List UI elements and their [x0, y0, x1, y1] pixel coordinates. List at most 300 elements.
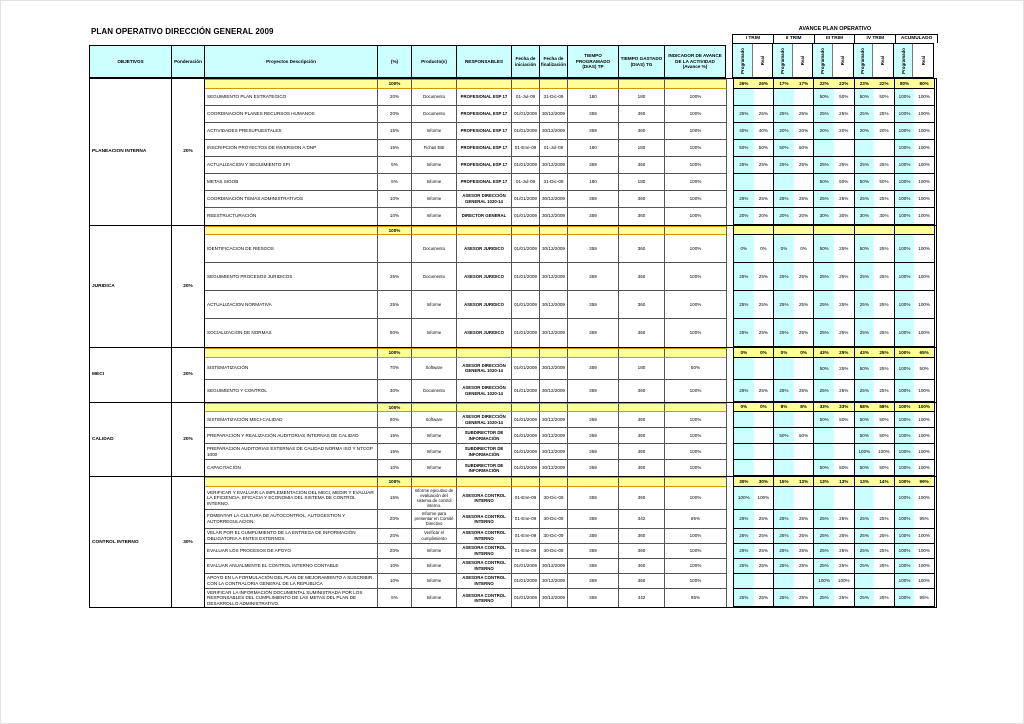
cell-fin: 30/12/2009 — [540, 380, 568, 402]
trim-value-cell — [734, 412, 754, 427]
avance-header-block — [732, 25, 938, 78]
cell-producto: Informe — [412, 428, 457, 444]
cell-tp: 180 — [568, 140, 619, 157]
cell-inicio: 01-Jul-09 — [512, 174, 540, 191]
cell-avance: 100% — [665, 380, 727, 402]
cell-pct: 5% — [378, 589, 412, 608]
cell-fin: 30/12/2009 — [540, 574, 568, 589]
trimester-value-group — [813, 263, 853, 291]
cell-producto: Fichas EBI — [412, 140, 457, 157]
trim-value-cell: 100% — [914, 559, 934, 573]
cell-responsable: ASESORA CONTROL INTERNO — [457, 529, 512, 544]
trimester-value-group — [733, 460, 773, 476]
trim-value-cell: 50% — [855, 460, 875, 475]
cell-tp: 359 — [568, 444, 619, 460]
trim-value-cell: 100% — [914, 460, 934, 475]
trimester-value-group — [813, 477, 853, 487]
total-cell — [540, 226, 568, 236]
trim-value-cell: 25% — [794, 380, 814, 401]
trimester-value-group — [894, 106, 935, 123]
trim-value-cell — [754, 460, 774, 475]
trim-value-cell: 100% — [895, 208, 915, 224]
cell-responsable: ASESORA CONTROL INTERNO — [457, 487, 512, 511]
trim-value-cell — [774, 574, 794, 588]
cell-pct: 20% — [378, 510, 412, 528]
trim-value-cell: 20% — [794, 208, 814, 224]
cell-tg: 360 — [619, 157, 665, 174]
sublabel-text: Real — [920, 55, 926, 66]
trim-value-cell: 25% — [734, 380, 754, 401]
cell-inicio: 01/01/2009 — [512, 460, 540, 476]
trim-value-cell: 25% — [874, 291, 894, 318]
trim-value-cell: 100% — [895, 460, 915, 475]
trimester-value-group — [894, 380, 935, 402]
trim-value-cell — [754, 574, 774, 588]
trimester-value-group — [813, 544, 853, 559]
trim-value-cell: 25% — [874, 544, 894, 558]
cell-fin: 30/12/2009 — [540, 263, 568, 291]
table-row — [205, 208, 936, 225]
trimester-value-group — [854, 559, 894, 574]
trim-value-cell: 43% — [855, 348, 875, 357]
cell-inicio: 01/01/2009 — [512, 263, 540, 291]
sublabel-programado — [733, 44, 753, 77]
column-header-0: OBJETIVOS — [89, 45, 171, 78]
trim-value-cell — [794, 412, 814, 427]
trimester-value-group — [854, 487, 894, 511]
trim-value-cell: 100% — [895, 529, 915, 543]
trimester-value-group — [813, 403, 853, 413]
sublabel-real — [913, 44, 933, 77]
total-cell — [665, 403, 727, 413]
total-cell — [665, 79, 727, 89]
total-cell — [619, 79, 665, 89]
trim-value-cell: 25% — [874, 559, 894, 573]
trim-value-cell: 50% — [834, 460, 854, 475]
trim-value-cell: 25% — [774, 559, 794, 573]
trim-value-cell: 25% — [874, 589, 894, 607]
cell-inicio: 01/01/2009 — [512, 444, 540, 460]
cell-responsable: ASESORA CONTROL INTERNO — [457, 510, 512, 528]
cell-tp: 359 — [568, 529, 619, 544]
trimester-value-group — [733, 428, 773, 444]
trimester-value-group — [894, 477, 935, 487]
cell-responsable: PROFESIONAL ESP 17 — [457, 140, 512, 157]
trim-value-cell: 100% — [874, 444, 894, 459]
trim-value-cell — [774, 460, 794, 475]
cell-avance: 100% — [665, 460, 727, 476]
cell-responsable: PROFESIONAL ESP 17 — [457, 106, 512, 123]
trim-value-cell: 100% — [895, 191, 915, 207]
trim-value-cell: 25% — [794, 589, 814, 607]
cell-fin: 30-Dic-09 — [540, 487, 568, 511]
cell-avance: 100% — [665, 123, 727, 140]
cell-responsable: ASESOR DIRECCIÓN GENERAL 1020-14 — [457, 412, 512, 428]
trim-value-cell: 0% — [734, 235, 754, 262]
total-cell — [205, 403, 378, 413]
cell-tp: 359 — [568, 263, 619, 291]
cell-inicio: 01/01/2009 — [512, 191, 540, 208]
trimester-value-group — [813, 412, 853, 428]
section-calidad — [89, 403, 937, 478]
cell-pct: 60% — [378, 412, 412, 428]
trim-value-cell: 25% — [794, 263, 814, 290]
total-cell-pct: 100% — [378, 226, 412, 236]
trim-value-cell — [794, 444, 814, 459]
trim-value-cell — [754, 226, 774, 235]
trimester-value-group — [813, 191, 853, 208]
trim-value-cell: 50% — [814, 89, 834, 105]
trimester-header-2: III TRIM — [815, 35, 856, 43]
trim-value-cell: 30% — [754, 477, 774, 486]
trimester-group — [893, 43, 934, 78]
cell-pct: 15% — [378, 444, 412, 460]
cell-inicio: 01/01/2009 — [512, 574, 540, 589]
trim-value-cell: 100% — [914, 106, 934, 122]
trim-value-cell: 13% — [794, 477, 814, 486]
trimester-value-group — [733, 140, 773, 157]
cell-desc: EVALUAR LOS PROCESOS DE APOYO — [205, 544, 378, 559]
ponderacion-value: 30% — [172, 477, 205, 607]
trim-value-cell: 100% — [914, 263, 934, 290]
column-header-7: Fecha de finalización — [539, 45, 567, 78]
trim-value-cell: 25% — [855, 544, 875, 558]
trim-value-cell: 50% — [874, 412, 894, 427]
trim-value-cell: 100% — [895, 444, 915, 459]
trimester-value-group — [813, 79, 853, 89]
cell-tp: 359 — [568, 428, 619, 444]
trimester-value-group — [773, 123, 813, 140]
section-meci — [89, 348, 937, 403]
column-header-1: Ponderación — [171, 45, 204, 78]
cell-responsable: ASESOR JURIDICO — [457, 263, 512, 291]
total-cell — [512, 403, 540, 413]
trim-value-cell: 25% — [834, 589, 854, 607]
trim-value-cell: 25% — [814, 380, 834, 401]
trimester-group — [772, 43, 812, 78]
trim-value-cell: 100% — [914, 319, 934, 346]
trim-value-cell: 0% — [754, 235, 774, 262]
trim-value-cell: 100% — [914, 380, 934, 401]
trim-value-cell: 25% — [734, 544, 754, 558]
section-control-interno — [89, 477, 937, 608]
sublabel-programado — [773, 44, 793, 77]
trim-value-cell: 25% — [874, 529, 894, 543]
cell-tp: 359 — [568, 589, 619, 608]
cell-fin: 30/12/2009 — [540, 208, 568, 225]
trim-value-cell: 25% — [855, 319, 875, 346]
table-row — [205, 89, 936, 106]
trim-value-cell — [734, 574, 754, 588]
trim-value-cell: 40% — [754, 123, 774, 139]
trimester-value-group — [854, 589, 894, 608]
trimester-value-group — [773, 89, 813, 106]
trim-value-cell: 50% — [814, 235, 834, 262]
trim-value-cell: 43% — [814, 348, 834, 357]
section-total-row — [205, 79, 936, 89]
cell-responsable: SUBDIRECTOR DE INFORMACIÓN — [457, 428, 512, 444]
trim-value-cell: 25% — [814, 106, 834, 122]
trim-value-cell: 25% — [754, 291, 774, 318]
trim-value-cell — [814, 140, 834, 156]
cell-tg: 360 — [619, 444, 665, 460]
trim-value-cell: 25% — [855, 191, 875, 207]
trim-value-cell: 50% — [874, 174, 894, 190]
objective-name: CALIDAD — [90, 403, 172, 477]
trim-value-cell: 25% — [834, 380, 854, 401]
trimester-value-group — [854, 79, 894, 89]
trim-value-cell: 25% — [774, 319, 794, 346]
trim-value-cell: 50% — [855, 174, 875, 190]
trim-value-cell: 50% — [754, 140, 774, 156]
trimester-value-group — [733, 208, 773, 225]
trim-value-cell: 25% — [814, 529, 834, 543]
trim-value-cell: 25% — [754, 529, 774, 543]
sublabel-programado — [854, 44, 874, 77]
trim-value-cell: 25% — [855, 157, 875, 173]
trim-value-cell: 25% — [834, 106, 854, 122]
cell-producto: Informe — [412, 574, 457, 589]
cell-tg: 360 — [619, 208, 665, 225]
sublabel-text: Real — [800, 55, 806, 66]
cell-pct — [378, 235, 412, 263]
cell-inicio: 01/01/2009 — [512, 559, 540, 574]
objective-name: MECI — [90, 348, 172, 402]
total-cell — [540, 79, 568, 89]
cell-tp: 359 — [568, 191, 619, 208]
trim-value-cell: 25% — [794, 157, 814, 173]
cell-fin: 30/12/2009 — [540, 123, 568, 140]
column-header-3: (%) — [377, 45, 411, 78]
total-cell — [540, 348, 568, 358]
cell-tg: 342 — [619, 510, 665, 528]
sublabel-text: Programado — [779, 47, 785, 74]
trimester-value-group — [813, 460, 853, 476]
cell-tp: 359 — [568, 123, 619, 140]
cell-tg: 360 — [619, 487, 665, 511]
trimester-header-4: ACUMULADO — [896, 35, 937, 43]
trimester-value-group — [773, 529, 813, 544]
cell-responsable: ASESOR JURIDICO — [457, 319, 512, 347]
trim-value-cell: 100% — [895, 106, 915, 122]
cell-fin: 30/12/2009 — [540, 444, 568, 460]
trim-value-cell: 14% — [874, 477, 894, 486]
cell-responsable: ASESOR DIRECCIÓN GENERAL 1020-14 — [457, 191, 512, 208]
trim-value-cell: 25% — [855, 380, 875, 401]
trim-value-cell: 58% — [855, 403, 875, 412]
cell-producto: Informe — [412, 544, 457, 559]
trimester-value-group — [773, 263, 813, 291]
trim-value-cell — [734, 226, 754, 235]
cell-inicio: 01/01/2009 — [512, 106, 540, 123]
trimester-value-group — [894, 123, 935, 140]
trimester-value-group — [894, 358, 935, 380]
cell-inicio: 01/01/2009 — [512, 291, 540, 319]
trimester-value-group — [813, 235, 853, 263]
cell-pct: 20% — [378, 544, 412, 559]
trim-value-cell: 25% — [814, 263, 834, 290]
trim-value-cell — [794, 460, 814, 475]
total-cell — [205, 477, 378, 487]
trim-value-cell: 100% — [834, 574, 854, 588]
trim-value-cell: 100% — [914, 191, 934, 207]
trim-value-cell — [754, 358, 774, 379]
cell-pct: 25% — [378, 263, 412, 291]
sublabel-programado — [894, 44, 914, 77]
cell-tg: 180 — [619, 89, 665, 106]
sublabel-text: Programado — [860, 47, 866, 74]
total-cell — [540, 403, 568, 413]
cell-tp: 359 — [568, 157, 619, 174]
table-row — [205, 263, 936, 291]
trim-value-cell: 50% — [794, 428, 814, 443]
cell-pct: 10% — [378, 191, 412, 208]
trim-value-cell: 25% — [874, 263, 894, 290]
total-cell — [568, 226, 619, 236]
trimester-value-group — [773, 380, 813, 402]
sublabel-text: Programado — [820, 47, 826, 74]
trim-value-cell: 25% — [834, 358, 854, 379]
trimester-value-group — [733, 174, 773, 191]
cell-avance: 100% — [665, 544, 727, 559]
total-cell — [457, 348, 512, 358]
cell-inicio: 01/01/2009 — [512, 123, 540, 140]
trim-value-cell: 0% — [734, 403, 754, 412]
cell-producto: Informe — [412, 319, 457, 347]
cell-desc: METAS SIGOB — [205, 174, 378, 191]
trimester-value-group — [813, 444, 853, 460]
cell-fin: 30/12/2009 — [540, 428, 568, 444]
trimester-value-group — [733, 123, 773, 140]
trim-value-cell: 25% — [874, 510, 894, 527]
total-cell — [568, 477, 619, 487]
total-cell — [619, 348, 665, 358]
cell-desc: ACTUALIZACION NORMATIVA — [205, 291, 378, 319]
cell-responsable: ASESOR JURIDICO — [457, 235, 512, 263]
cell-tg: 180 — [619, 358, 665, 380]
trimester-value-group — [813, 380, 853, 402]
table-row — [205, 510, 936, 528]
cell-pct: 5% — [378, 174, 412, 191]
cell-inicio: 01-Ene-09 — [512, 544, 540, 559]
trim-value-cell: 25% — [874, 157, 894, 173]
cell-producto: Informe ejecutivo de evaluación del sistema de control interno. — [412, 487, 457, 511]
trim-value-cell: 100% — [895, 89, 915, 105]
trimester-value-group — [894, 460, 935, 476]
section-total-row — [205, 403, 936, 413]
cell-desc: COORDINACIÓN PLANES RECURSOS HUMANOS — [205, 106, 378, 123]
trimester-value-group — [894, 319, 935, 347]
total-cell — [412, 226, 457, 236]
trim-value-cell: 25% — [754, 157, 774, 173]
trim-value-cell — [794, 358, 814, 379]
trimester-value-group — [854, 544, 894, 559]
trim-value-cell: 8% — [794, 403, 814, 412]
trim-value-cell: 100% — [914, 574, 934, 588]
trim-value-cell: 100% — [754, 487, 774, 510]
trim-value-cell: 50% — [855, 89, 875, 105]
trim-value-cell: 100% — [895, 412, 915, 427]
trim-value-cell: 25% — [774, 191, 794, 207]
trimester-value-group — [813, 358, 853, 380]
trim-value-cell: 0% — [774, 348, 794, 357]
cell-producto: Informe — [412, 291, 457, 319]
trimester-value-group — [854, 263, 894, 291]
cell-desc: SISTEMATIZACIÓN MECI-CALIDAD — [205, 412, 378, 428]
trimester-value-group — [854, 106, 894, 123]
trimester-value-group — [854, 460, 894, 476]
trimester-value-group — [854, 348, 894, 358]
trimester-value-group — [813, 529, 853, 544]
trimester-group — [853, 43, 893, 78]
trim-value-cell: 25% — [754, 589, 774, 607]
trim-value-cell: 100% — [895, 140, 915, 156]
trimester-value-group — [813, 106, 853, 123]
trimester-value-group — [733, 263, 773, 291]
trim-value-cell: 25% — [855, 559, 875, 573]
cell-desc: SISTEMATIZACIÓN — [205, 358, 378, 380]
trim-value-cell: 25% — [754, 263, 774, 290]
trim-value-cell: 100% — [895, 403, 915, 412]
cell-producto: Software — [412, 358, 457, 380]
trim-value-cell: 50% — [814, 358, 834, 379]
total-cell — [412, 348, 457, 358]
trim-value-cell: 50% — [874, 428, 894, 443]
trim-value-cell: 25% — [774, 529, 794, 543]
trim-value-cell: 100% — [895, 380, 915, 401]
trim-value-cell — [734, 358, 754, 379]
trim-value-cell: 80% — [914, 79, 934, 88]
trimester-value-group — [813, 89, 853, 106]
trimester-value-group — [733, 191, 773, 208]
trim-value-cell: 100% — [914, 403, 934, 412]
trim-value-cell: 25% — [754, 559, 774, 573]
trim-value-cell — [834, 428, 854, 443]
column-header-6: Fecha de iniciación — [511, 45, 539, 78]
cell-tp: 359 — [568, 106, 619, 123]
cell-producto: Informe — [412, 460, 457, 476]
cell-producto: Informe — [412, 208, 457, 225]
trimester-value-group — [733, 574, 773, 589]
trim-value-cell: 20% — [814, 123, 834, 139]
total-cell — [619, 477, 665, 487]
trim-value-cell: 25% — [814, 319, 834, 346]
plan-operativo-sheet — [89, 25, 937, 608]
trim-value-cell: 25% — [734, 291, 754, 318]
trim-value-cell: 25% — [754, 380, 774, 401]
table-row — [205, 444, 936, 460]
trim-value-cell: 25% — [794, 191, 814, 207]
cell-fin: 30/12/2009 — [540, 412, 568, 428]
objective-name: PLANEACION INTERNA — [90, 79, 172, 225]
cell-pct: 20% — [378, 106, 412, 123]
cell-inicio: 01/01/2009 — [512, 589, 540, 608]
trim-value-cell: 25% — [814, 157, 834, 173]
section-planeacion-interna — [89, 78, 937, 226]
cell-avance: 100% — [665, 208, 727, 225]
cell-producto: Informe — [412, 123, 457, 140]
trim-value-cell: 100% — [914, 529, 934, 543]
trimester-value-group — [894, 89, 935, 106]
trimester-value-group — [773, 208, 813, 225]
cell-inicio: 01/01/2009 — [512, 235, 540, 263]
cell-responsable: ASESORA CONTROL INTERNO — [457, 589, 512, 608]
cell-inicio: 01-Ene-09 — [512, 529, 540, 544]
trimester-value-group — [854, 403, 894, 413]
trim-value-cell: 33% — [834, 403, 854, 412]
trimester-value-group — [773, 140, 813, 157]
trimester-value-group — [894, 544, 935, 559]
